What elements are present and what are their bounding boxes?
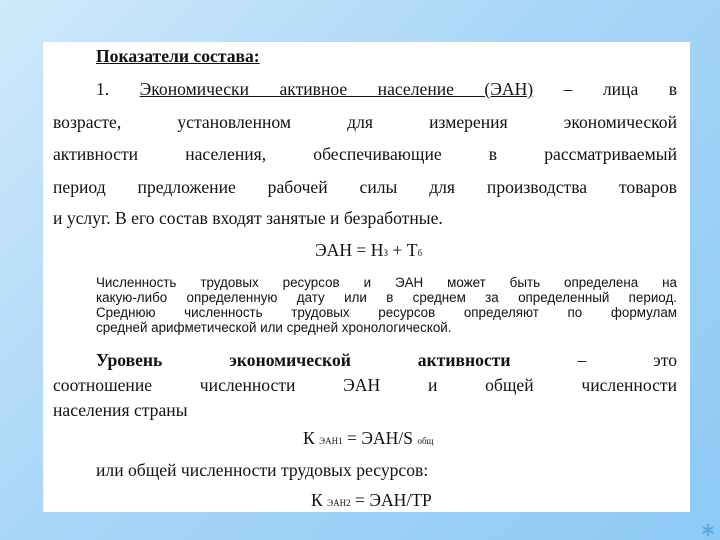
level-dash: – это [577, 350, 677, 370]
level-line-3: населения страны [53, 400, 188, 420]
asterisk-icon [702, 524, 714, 536]
definition-line-2: возрасте, установленном для измерения экономической [53, 112, 677, 132]
note-line-3: Среднюю численность трудовых ресурсов определяют по формулам [96, 305, 677, 320]
eap-term: Экономически активное население (ЭАН) [139, 79, 534, 99]
level-line-1 [96, 350, 677, 370]
level-line-2: соотношение численности ЭАН и общей численности [53, 375, 677, 395]
formula-k2: К ЭАН2 = ЭАН/ТР [311, 490, 432, 510]
definition-rest: – лица в [563, 79, 677, 99]
definition-line-4: период предложение рабочей силы для производства товаров [53, 177, 677, 197]
item-number: 1. [96, 79, 110, 99]
note-line-1: Численность трудовых ресурсов и ЭАН может быть определена на [96, 275, 677, 290]
definition-line-5: и услуг. В его состав входят занятые и безработные. [53, 208, 443, 228]
level-term: Уровень экономической активности [96, 350, 511, 370]
document-page [43, 42, 690, 512]
formula-eap: ЭАН = НЗ + Тб [315, 240, 423, 260]
note-line-4: средней арифметической или средней хронологической. [96, 320, 452, 335]
definition-line-3: активности населения, обеспечивающие в рассматриваемый [53, 144, 677, 164]
formula-k1: К ЭАН1 = ЭАН/S общ [303, 428, 434, 448]
heading-text: Показатели состава: [96, 46, 260, 66]
definition-line-1 [96, 79, 677, 99]
section-heading [96, 46, 677, 66]
or-line: или общей численности трудовых ресурсов: [96, 460, 429, 480]
note-line-2: какую-либо определенную дату или в среднем за определенный период. [96, 290, 677, 305]
